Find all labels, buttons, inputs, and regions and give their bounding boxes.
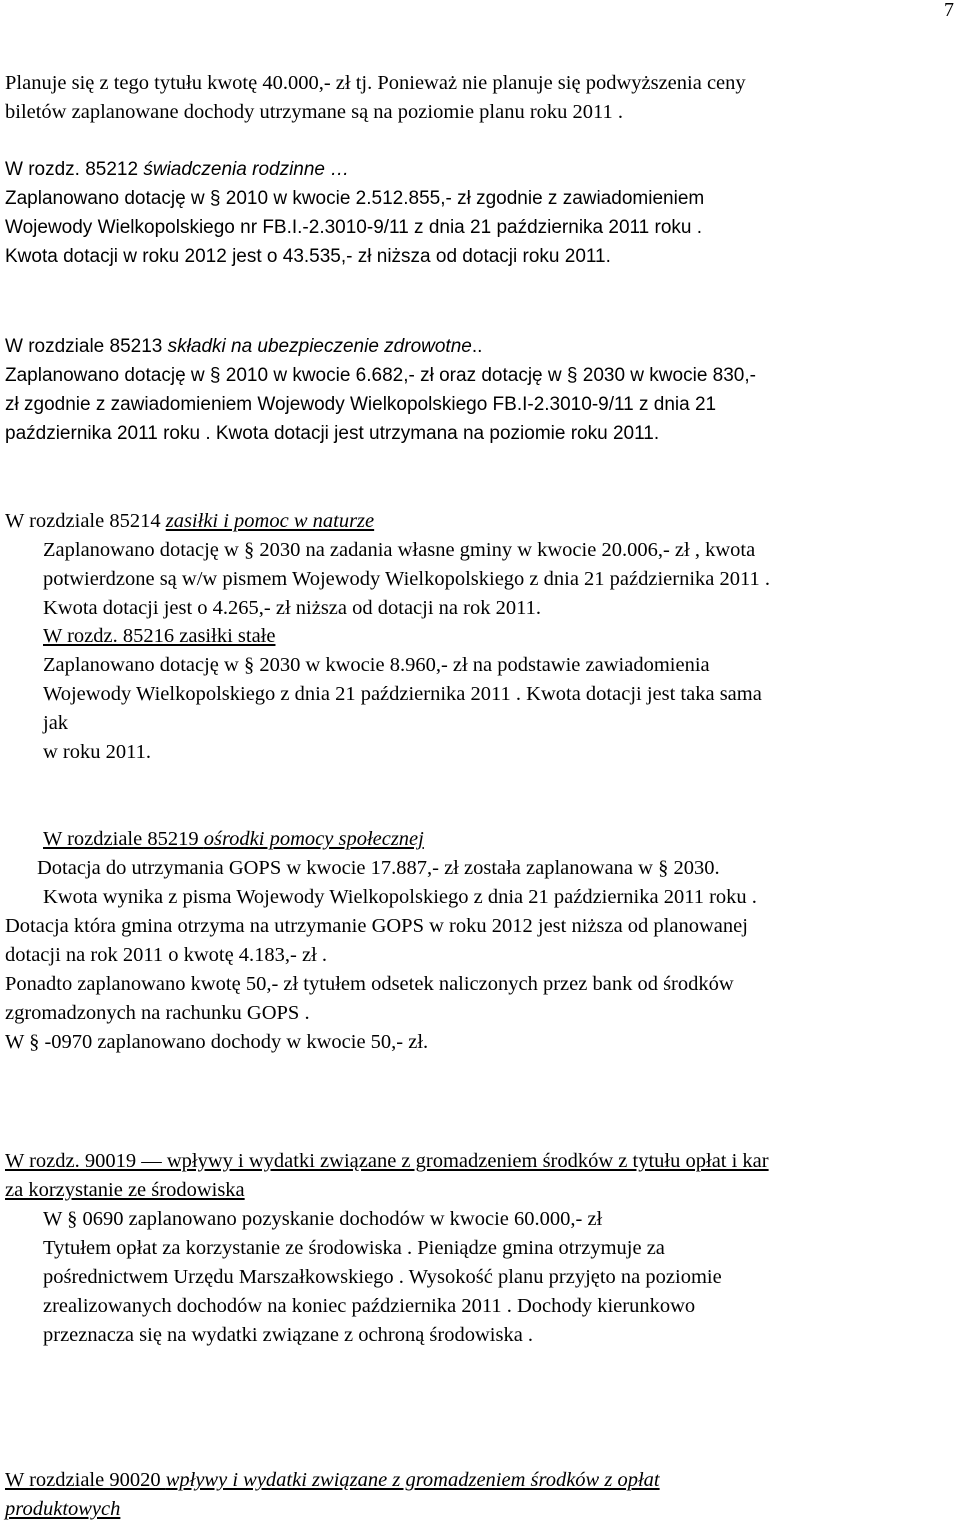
text-line [5, 362, 756, 389]
section-heading-85213 [5, 333, 482, 360]
text-line [43, 652, 710, 679]
paragraph-icon: § [209, 188, 221, 209]
text-fragment: Dotacja do utrzymania GOPS w kwocie 17.887,- zł została zaplanowana w [37, 857, 659, 879]
text-fragment: W [5, 1031, 30, 1053]
text-line: Wojewody Wielkopolskiego nr FB.I.-2.3010-9/11 z dnia 21 października 2011 roku . [5, 217, 703, 238]
intro-line: Planuje się z tego tytułu kwotę 40.000,- zł tj. Ponieważ nie planuje się podwyższenia ceny [5, 72, 746, 94]
page-number: 7 [944, 0, 954, 21]
text-fragment: 2030. [668, 857, 720, 879]
text-line: zgromadzonych na rachunku GOPS . [5, 1002, 310, 1024]
text-line: dotacji na rok 2011 o kwotę 4.183,- zł . [5, 944, 328, 966]
text-line [43, 537, 755, 564]
heading-prefix: W rozdziale 85219 [43, 828, 204, 850]
heading-title: zasiłki i pomoc w naturze [165, 510, 375, 532]
text-line: Kwota wynika z pisma Wojewody Wielkopolskiego z dnia 21 października 2011 roku . [43, 886, 757, 908]
heading-title: ośrodki pomocy społecznej [203, 828, 424, 850]
text-line: Tytułem opłat za korzystanie ze środowiska . Pieniądze gmina otrzymuje za [43, 1237, 665, 1259]
text-line: przeznacza się na wydatki związane z ochroną środowiska . [43, 1324, 534, 1346]
text-fragment: Zaplanowano dotację w [5, 188, 210, 209]
text-line: w roku 2011. [43, 741, 151, 763]
paragraph-icon: § [243, 539, 255, 561]
paragraph-icon: § [658, 857, 669, 879]
paragraph-icon: § [566, 365, 578, 386]
text-line [5, 1029, 428, 1056]
text-line: Dotacja która gmina otrzyma na utrzymanie GOPS w roku 2012 jest niższa od planowanej [5, 915, 748, 937]
section-heading-90020 [5, 1467, 660, 1494]
text-fragment: -0970 zaplanowano dochody w kwocie 50,- zł. [39, 1031, 429, 1053]
paragraph-icon: § [29, 1031, 40, 1053]
text-line: potwierdzone są w/w pismem Wojewody Wielkopolskiego z dnia 21 października 2011 . [43, 568, 771, 590]
heading-title: składki na ubezpieczenie zdrowotne [167, 336, 472, 357]
text-line [5, 185, 704, 212]
heading-title: świadczenia rodzinne … [143, 159, 350, 180]
text-fragment: Zaplanowano dotację w [5, 365, 210, 386]
heading-prefix: W rozdziale 85213 [5, 336, 168, 357]
text-line: Kwota dotacji w roku 2012 jest o 43.535,- zł niższa od dotacji roku 2011. [5, 246, 611, 267]
text-fragment: Zaplanowano dotację w [43, 539, 244, 561]
heading-prefix: W rozdziale 85214 [5, 510, 166, 532]
text-line: Ponadto zaplanowano kwotę 50,- zł tytułem odsetek naliczonych przez bank od środków [5, 973, 734, 995]
paragraph-icon: § [67, 1208, 78, 1230]
section-heading-90020-cont: produktowych [5, 1498, 121, 1520]
text-line: października 2011 roku . Kwota dotacji jest utrzymana na poziomie roku 2011. [5, 423, 660, 444]
text-line: Kwota dotacji jest o 4.265,- zł niższa od dotacji na rok 2011. [43, 597, 541, 619]
text-fragment: W [43, 1208, 68, 1230]
text-fragment: 2010 w kwocie 6.682,- zł oraz dotację w [220, 365, 567, 386]
text-fragment: 2030 na zadania własne gminy w kwocie 20.006,- zł , kwota [254, 539, 756, 561]
text-line: zrealizowanych dochodów na koniec października 2011 . Dochody kierunkowo [43, 1295, 696, 1317]
text-line: zł zgodnie z zawiadomieniem Wojewody Wielkopolskiego FB.I-2.3010-9/11 z dnia 21 [5, 394, 717, 415]
text-fragment: 2030 w kwocie 8.960,- zł na podstawie zawiadomienia [254, 654, 710, 676]
text-line: pośrednictwem Urzędu Marszałkowskiego . Wysokość planu przyjęto na poziomie [43, 1266, 722, 1288]
paragraph-icon: § [209, 365, 221, 386]
text-line: Wojewody Wielkopolskiego z dnia 21 października 2011 . Kwota dotacji jest taka sama [43, 683, 762, 705]
text-line [37, 855, 720, 882]
text-fragment: 2010 w kwocie 2.512.855,- zł zgodnie z zawiadomieniem [220, 188, 705, 209]
heading-prefix: W rozdz. 85212 [5, 159, 144, 180]
heading-prefix: W rozdziale 90020 [5, 1469, 166, 1491]
text-line: jak [43, 712, 69, 734]
paragraph-icon: § [243, 654, 255, 676]
text-fragment: Zaplanowano dotację w [43, 654, 244, 676]
section-heading-85216: W rozdz. 85216 zasiłki stałe [43, 625, 276, 647]
text-line [43, 1206, 602, 1233]
intro-line: biletów zaplanowane dochody utrzymane są na poziomie planu roku 2011 . [5, 101, 624, 123]
section-heading-90019: W rozdz. 90019 — wpływy i wydatki związane z gromadzeniem środków z tytułu opłat i kar [5, 1150, 769, 1172]
section-heading-85214 [5, 508, 374, 535]
heading-suffix: .. [471, 336, 483, 357]
heading-title: wpływy i wydatki związane z gromadzeniem środków z opłat [165, 1469, 660, 1491]
text-fragment: 2030 w kwocie 830,- [577, 365, 756, 386]
section-heading-85219 [43, 826, 424, 853]
section-heading-85212 [5, 156, 349, 183]
section-heading-90019-cont: za korzystanie ze środowiska [5, 1179, 245, 1201]
text-fragment: 0690 zaplanowano pozyskanie dochodów w kwocie 60.000,- zł [77, 1208, 603, 1230]
